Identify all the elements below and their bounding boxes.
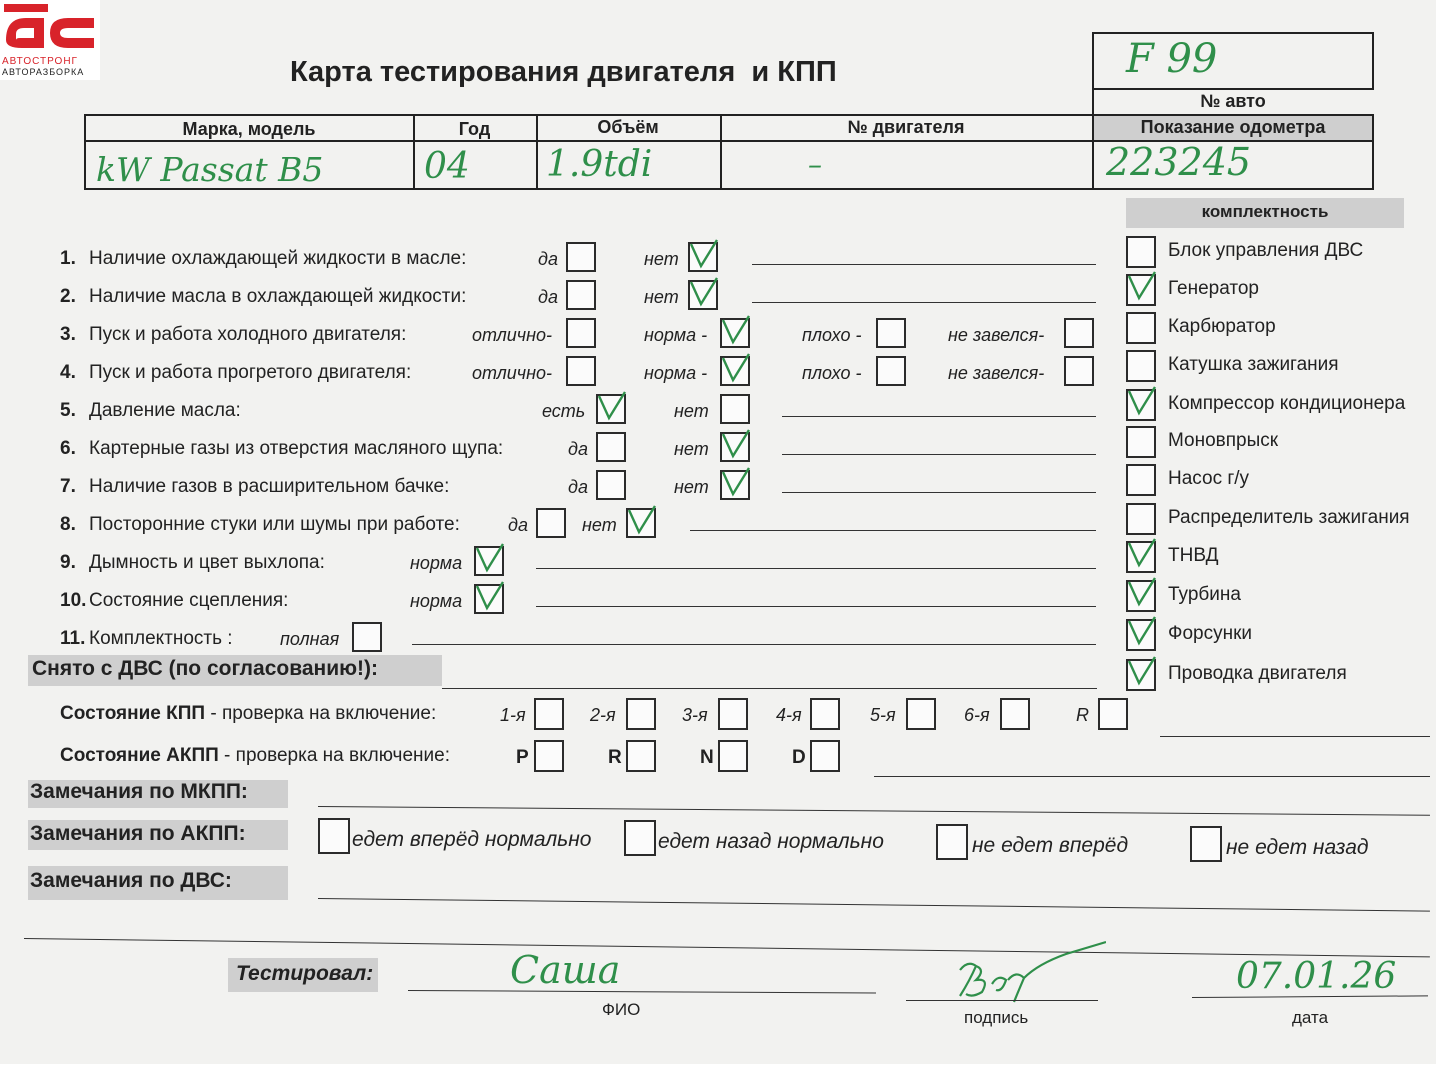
kit-item-label: Насос г/у: [1168, 468, 1250, 489]
akpp-option-checkbox[interactable]: [1190, 826, 1222, 862]
option-label: плохо -: [802, 325, 862, 345]
bottom-paper-edge: [0, 1064, 1436, 1077]
checkmark-icon: [1125, 270, 1159, 304]
gear-label: 1-я: [500, 705, 526, 725]
option-label: да: [568, 439, 588, 459]
check-row-label: Давление масла:: [89, 400, 241, 421]
notes-line[interactable]: [782, 454, 1096, 455]
notes-line[interactable]: [752, 264, 1096, 265]
gear-checkbox[interactable]: [534, 740, 564, 772]
remarks-dvs-line[interactable]: [318, 898, 1430, 912]
gear-label: D: [792, 747, 806, 768]
gear-label: 6-я: [964, 705, 990, 725]
kit-checkbox[interactable]: [1126, 312, 1156, 344]
date-caption: дата: [1292, 1008, 1329, 1027]
page-title: Карта тестирования двигателя и КПП: [290, 56, 837, 88]
checkmark-icon: [719, 314, 753, 348]
car-number-value: F 99: [1126, 36, 1218, 82]
option-label: не завелся-: [948, 325, 1045, 345]
row-number: 1.: [60, 248, 76, 269]
akpp-option-checkbox[interactable]: [936, 824, 968, 860]
option-checkbox[interactable]: [596, 470, 626, 500]
year-value: 04: [424, 146, 470, 187]
signature-line[interactable]: [906, 1000, 1098, 1001]
option-label: есть: [542, 401, 586, 421]
kpp-line[interactable]: [1160, 736, 1430, 737]
kit-item-label: Распределитель зажигания: [1168, 507, 1410, 528]
test-date: 07.01.26: [1236, 956, 1397, 997]
akpp-line[interactable]: [874, 776, 1430, 777]
tested-label: Тестировал:: [236, 962, 374, 985]
kit-item-label: Генератор: [1168, 278, 1259, 299]
option-checkbox[interactable]: [876, 318, 906, 348]
akpp-option-label: едет назад нормально: [658, 830, 884, 853]
option-checkbox[interactable]: [536, 508, 566, 538]
checkmark-icon: [719, 352, 753, 386]
kit-checkbox[interactable]: [1126, 464, 1156, 496]
kit-item-label: Катушка зажигания: [1168, 354, 1339, 375]
kit-item-label: Блок управления ДВС: [1168, 240, 1364, 261]
option-label: норма: [410, 591, 463, 611]
akpp-option-label: не едет назад: [1226, 836, 1369, 859]
name-caption: ФИО: [602, 1000, 641, 1019]
option-label: нет: [644, 249, 679, 269]
model-value: kW Passat B5: [96, 150, 324, 189]
check-row-label: Наличие охлаждающей жидкости в масле:: [89, 248, 467, 269]
option-label: норма: [410, 553, 463, 573]
check-row-label: Пуск и работа холодного двигателя:: [89, 324, 407, 345]
row-number: 11.: [60, 628, 86, 649]
row-number: 6.: [60, 438, 76, 459]
gear-checkbox[interactable]: [626, 698, 656, 730]
option-label: отлично-: [472, 325, 552, 345]
akpp-option-checkbox[interactable]: [318, 818, 350, 854]
col-header-odometer: Показание одометра: [1140, 117, 1326, 137]
option-checkbox[interactable]: [566, 318, 596, 348]
row-number: 8.: [60, 514, 76, 535]
gear-checkbox[interactable]: [810, 698, 840, 730]
row-number: 2.: [60, 286, 76, 307]
col-header-model: Марка, модель: [182, 119, 316, 139]
row-number: 9.: [60, 552, 76, 573]
option-label: нет: [674, 439, 709, 459]
option-label: полная: [280, 629, 340, 649]
kpp-label: Состояние КПП - проверка на включение:: [60, 703, 437, 724]
volume-value: 1.9tdi: [546, 144, 653, 185]
check-row-label: Наличие газов в расширительном бачке:: [89, 476, 450, 497]
gear-checkbox[interactable]: [906, 698, 936, 730]
gear-checkbox[interactable]: [1000, 698, 1030, 730]
kit-item-label: ТНВД: [1168, 545, 1219, 566]
option-label: не завелся-: [948, 363, 1045, 383]
option-checkbox[interactable]: [352, 622, 382, 652]
kit-checkbox[interactable]: [1126, 503, 1156, 535]
tester-name: Саша: [510, 948, 621, 992]
engine-no-value: –: [808, 148, 822, 181]
checkmark-icon: [719, 428, 753, 462]
gear-checkbox[interactable]: [810, 740, 840, 772]
option-checkbox[interactable]: [566, 242, 596, 272]
notes-line[interactable]: [752, 302, 1096, 303]
option-label: плохо -: [802, 363, 862, 383]
remarks-mkpp-line[interactable]: [318, 806, 1430, 816]
gear-label: R: [608, 747, 622, 768]
check-row-label: Пуск и работа прогретого двигателя:: [89, 362, 412, 383]
kit-item-label: Карбюратор: [1168, 316, 1276, 337]
checkmark-icon: [1125, 537, 1159, 571]
option-checkbox[interactable]: [566, 356, 596, 386]
notes-line[interactable]: [690, 530, 1096, 531]
row-number: 5.: [60, 400, 76, 421]
option-label: да: [538, 287, 558, 307]
gear-checkbox[interactable]: [1098, 698, 1128, 730]
signature-caption: подпись: [964, 1008, 1029, 1027]
name-line[interactable]: [408, 990, 876, 993]
odometer-value: 223245: [1106, 140, 1252, 184]
remarks-mkpp-label: Замечания по МКПП:: [30, 780, 248, 803]
option-label: да: [508, 515, 528, 535]
checkmark-icon: [595, 390, 629, 424]
option-checkbox[interactable]: [566, 280, 596, 310]
option-label: нет: [674, 477, 709, 497]
remarks-dvs-label: Замечания по ДВС:: [30, 869, 232, 892]
checkmark-icon: [719, 466, 753, 500]
kit-item-label: Проводка двигателя: [1168, 663, 1347, 684]
checkmark-icon: [1125, 576, 1159, 610]
notes-line[interactable]: [412, 644, 1096, 645]
gear-label: 4-я: [776, 705, 802, 725]
checkmark-icon: [1125, 385, 1159, 419]
gear-label: 5-я: [870, 705, 896, 725]
checkmark-icon: [625, 504, 659, 538]
kit-item-label: Турбина: [1168, 584, 1241, 605]
kit-checkbox[interactable]: [1126, 236, 1156, 268]
gear-checkbox[interactable]: [718, 698, 748, 730]
logo-mark-icon: [0, 0, 100, 56]
option-checkbox[interactable]: [720, 394, 750, 424]
gear-label: 3-я: [682, 705, 708, 725]
option-label: нет: [582, 515, 617, 535]
notes-line[interactable]: [536, 606, 1096, 607]
option-label: нет: [674, 401, 709, 421]
gear-checkbox[interactable]: [534, 698, 564, 730]
col-divider: [1092, 88, 1094, 190]
akpp-option-checkbox[interactable]: [624, 820, 656, 856]
company-logo: [0, 0, 100, 80]
akpp-option-label: едет вперёд нормально: [352, 828, 592, 851]
checkmark-icon: [1125, 655, 1159, 689]
notes-line[interactable]: [536, 568, 1096, 569]
check-row-label: Наличие масла в охлаждающей жидкости:: [89, 286, 467, 307]
kit-checkbox[interactable]: [1126, 350, 1156, 382]
kit-checkbox[interactable]: [1126, 426, 1156, 458]
akpp-option-label: не едет вперёд: [972, 834, 1129, 857]
checkmark-icon: [1125, 615, 1159, 649]
checkmark-icon: [687, 238, 721, 272]
akpp-label: Состояние АКПП - проверка на включение:: [60, 745, 450, 766]
kit-header: комплектность: [1201, 202, 1329, 221]
check-row-label: Дымность и цвет выхлопа:: [89, 552, 325, 573]
checkmark-icon: [473, 542, 507, 576]
option-label: нет: [644, 287, 679, 307]
gear-label: N: [700, 747, 714, 768]
row-number: 3.: [60, 324, 76, 345]
logo-sub: АВТОРАЗБОРКА: [2, 67, 85, 77]
row-number: 7.: [60, 476, 76, 497]
option-label: норма -: [644, 363, 708, 383]
checkmark-icon: [687, 276, 721, 310]
col-header-year: Год: [458, 119, 491, 139]
col-header-engine-no: № двигателя: [847, 117, 965, 137]
remarks-akpp-label: Замечания по АКПП:: [30, 822, 246, 845]
kit-item-label: Форсунки: [1168, 623, 1252, 644]
option-label: да: [538, 249, 558, 269]
option-checkbox[interactable]: [1064, 356, 1094, 386]
check-row-label: Картерные газы из отверстия масляного щупа:: [89, 438, 504, 459]
check-row-label: Комплектность :: [89, 628, 233, 649]
gear-checkbox[interactable]: [626, 740, 656, 772]
option-checkbox[interactable]: [876, 356, 906, 386]
kit-item-label: Компрессор кондиционера: [1168, 393, 1406, 414]
option-checkbox[interactable]: [1064, 318, 1094, 348]
car-number-label: № авто: [1200, 91, 1266, 111]
option-checkbox[interactable]: [596, 432, 626, 462]
removed-label: Снято с ДВС (по согласованию!):: [32, 657, 379, 680]
notes-line[interactable]: [782, 416, 1096, 417]
removed-line[interactable]: [442, 688, 1097, 689]
col-header-volume: Объём: [597, 117, 659, 137]
check-row-label: Посторонние стуки или шумы при работе:: [89, 514, 460, 535]
kit-item-label: Моновпрыск: [1168, 430, 1279, 451]
row-number: 4.: [60, 362, 76, 383]
check-row-label: Состояние сцепления:: [89, 590, 289, 611]
remarks-dvs-line-2[interactable]: [24, 938, 1430, 957]
logo-brand: АВТОСТРОНГ: [2, 56, 78, 67]
gear-label: R: [1076, 705, 1089, 725]
notes-line[interactable]: [782, 492, 1096, 493]
option-label: норма -: [644, 325, 708, 345]
row-number: 10.: [60, 590, 87, 611]
option-label: отлично-: [472, 363, 552, 383]
gear-checkbox[interactable]: [718, 740, 748, 772]
gear-label: P: [516, 747, 529, 768]
option-label: да: [568, 477, 588, 497]
gear-label: 2-я: [590, 705, 616, 725]
checkmark-icon: [473, 580, 507, 614]
